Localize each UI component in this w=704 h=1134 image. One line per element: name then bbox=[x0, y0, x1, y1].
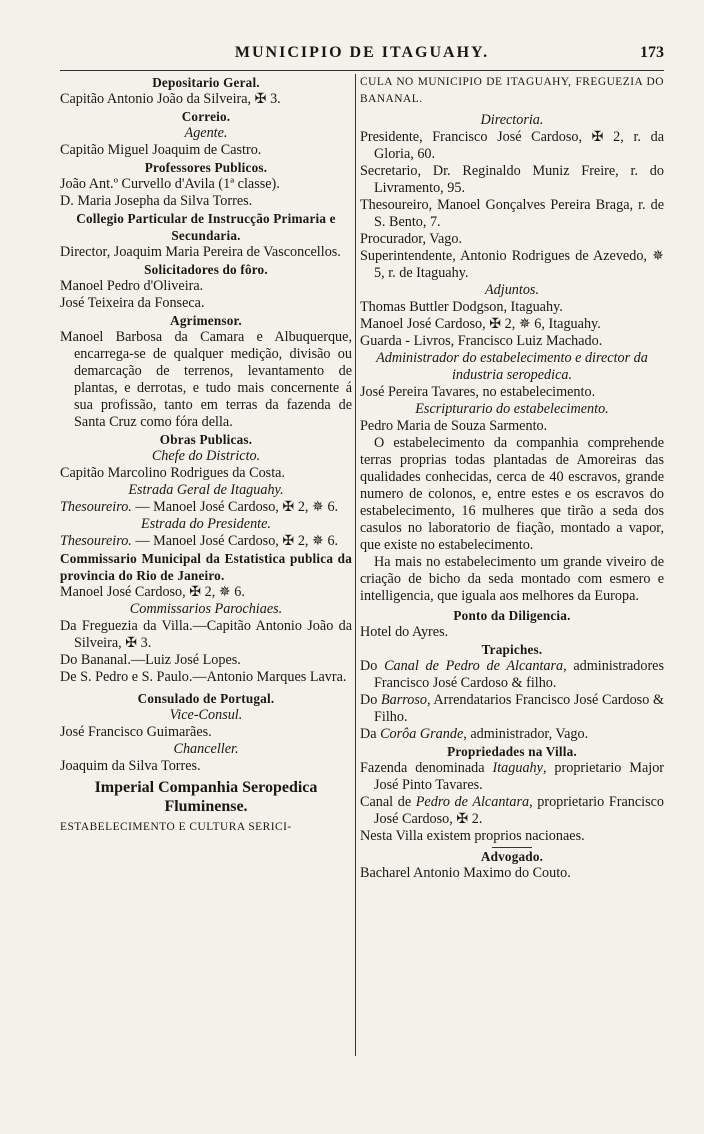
estrada-presidente-subheading: Estrada do Presidente. bbox=[141, 516, 271, 532]
estrada-geral-subheading: Estrada Geral de Itaguahy. bbox=[128, 482, 284, 498]
thesoureiro-entry bbox=[60, 499, 352, 516]
propriedade-prefix: Fazenda denominada bbox=[360, 760, 493, 776]
trapiche-details: , administradores Francisco José Cardoso & filho. bbox=[374, 658, 665, 691]
heading-consulado: Consulado de Portugal. bbox=[137, 691, 275, 706]
heading-obras: Obras Publicas. bbox=[159, 432, 253, 447]
thesoureiro-entry bbox=[60, 533, 352, 550]
administrador-entry: José Pereira Tavares, no estabelecimento. bbox=[360, 384, 596, 400]
column-divider bbox=[355, 74, 356, 1056]
page-header bbox=[60, 44, 664, 70]
adjunto-entry: Thomas Buttler Dodgson, Itaguahy. bbox=[360, 299, 563, 315]
agente-entry: Capitão Miguel Joaquim de Castro. bbox=[60, 142, 262, 158]
heading-collegio: Collegio Particular de Instrucção Primaria e Secundaria. bbox=[76, 211, 336, 243]
trapiche-details: , Arrendatarios Francisco José Cardoso & Filho. bbox=[374, 692, 664, 725]
propriedade-name: Itaguahy bbox=[492, 760, 543, 776]
propriedade-entry bbox=[360, 794, 664, 828]
chanceller-entry: Joaquim da Silva Torres. bbox=[60, 758, 201, 774]
trapiche-name: Corôa Grande bbox=[380, 726, 464, 742]
propriedade-details: , proprietario Major José Pinto Tavares. bbox=[374, 760, 665, 793]
director-entry: Director, Joaquim Maria Pereira de Vasconcellos. bbox=[60, 244, 341, 260]
escripturario-subheading: Escripturario do estabelecimento. bbox=[415, 401, 609, 417]
hotel-entry: Hotel do Ayres. bbox=[360, 624, 449, 640]
escripturario-entry: Pedro Maria de Souza Sarmento. bbox=[360, 418, 548, 434]
propriedade-prefix: Canal de bbox=[360, 794, 416, 810]
estabelecimento-line: ESTABELECIMENTO E CULTURA SERICI- bbox=[60, 821, 292, 833]
viveiro-description: Ha mais no estabelecimento um grande viveiro de criação de bicho da seda montado com esmero e intelligencia, que iguala aos melhores da Europa. bbox=[360, 554, 664, 604]
heading-solicitadores: Solicitadores do fôro. bbox=[144, 262, 268, 277]
trapiche-prefix: Da bbox=[360, 726, 381, 742]
commissario-parochial-entry: De S. Pedro e S. Paulo.—Antonio Marques Lavra. bbox=[60, 669, 347, 685]
trapiche-details: , administrador, Vago. bbox=[463, 726, 589, 742]
thesoureiro-text: — Manoel José Cardoso, ✠ 2, ✵ 6. bbox=[131, 499, 339, 515]
agrimensor-entry: Manoel Barbosa da Camara e Albuquerque, encarrega-se de qualquer medição, divisão ou demarcação de terrenos, levantamento de plantas, e derrotas, e tudo mais concernente á sua profissão, tanto em terras da fazenda de Santa Cruz como fóra della. bbox=[60, 329, 352, 430]
propriedade-entry: Nesta Villa existem proprios nacionaes. bbox=[360, 828, 585, 844]
propriedade-entry bbox=[360, 760, 664, 794]
depositario-entry: Capitão Antonio João da Silveira, ✠ 3. bbox=[60, 91, 281, 107]
heading-correio: Correio. bbox=[181, 109, 231, 124]
trapiche-prefix: Do bbox=[360, 692, 382, 708]
adjuntos-subheading: Adjuntos. bbox=[485, 282, 539, 298]
professor-entry: João Ant.º Curvello d'Avila (1ª classe). bbox=[60, 176, 280, 192]
heading-commissario: Commissario Municipal da Estatistica publica da provincia do Rio de Janeiro. bbox=[60, 551, 352, 583]
advogado-entry: Bacharel Antonio Maximo do Couto. bbox=[360, 865, 571, 881]
commissario-entry: Manoel José Cardoso, ✠ 2, ✵ 6. bbox=[60, 584, 245, 600]
heading-trapiches: Trapiches. bbox=[481, 642, 543, 657]
commissario-parochial-entry: Da Freguezia da Villa.—Capitão Antonio João da Silveira, ✠ 3. bbox=[60, 618, 352, 651]
estabelecimento-continued: CULA NO MUNICIPIO DE ITAGUAHY, FREGUEZIA DO BANANAL. bbox=[360, 76, 664, 105]
secretario-entry: Secretario, Dr. Reginaldo Muniz Freire, r. do Livramento, 95. bbox=[360, 163, 664, 196]
estabelecimento-description: O estabelecimento da companhia comprehende terras proprias todas plantadas de Amoreiras das qualidades conhecidas, cerca de 40 escravos, grande numero de colonos, e, entre estes e os escravos do estabelecimento, 16 mulheres que tirão a seda dos casulos no laboratorio de fiação, montado a vapor, que existe no estabelecimento. bbox=[360, 435, 664, 553]
page-title: MUNICIPIO DE ITAGUAHY. bbox=[234, 44, 490, 61]
right-column bbox=[360, 74, 664, 882]
chefe-entry: Capitão Marcolino Rodrigues da Costa. bbox=[60, 465, 285, 481]
professor-entry: D. Maria Josepha da Silva Torres. bbox=[60, 193, 253, 209]
heading-imperial-companhia: Imperial Companhia Seropedica Fluminense. bbox=[94, 779, 318, 815]
heading-propriedades: Propriedades na Villa. bbox=[447, 744, 577, 759]
heading-depositario: Depositario Geral. bbox=[152, 75, 260, 90]
page-number: 173 bbox=[640, 44, 664, 61]
thesoureiro-text: — Manoel José Cardoso, ✠ 2, ✵ 6. bbox=[131, 533, 339, 549]
directoria-subheading: Directoria. bbox=[480, 112, 544, 128]
administrador-subheading: Administrador do estabelecimento e director da industria seropedica. bbox=[376, 350, 648, 383]
commissario-parochial-entry: Do Bananal.—Luiz José Lopes. bbox=[60, 652, 241, 668]
trapiche-entry bbox=[360, 658, 664, 692]
procurador-entry: Procurador, Vago. bbox=[360, 231, 463, 247]
presidente-entry: Presidente, Francisco José Cardoso, ✠ 2, r. da Gloria, 60. bbox=[360, 129, 664, 162]
heading-ponto-diligencia: Ponto da Diligencia. bbox=[453, 608, 571, 623]
trapiche-prefix: Do bbox=[360, 658, 385, 674]
trapiche-name: Canal de Pedro de Alcantara bbox=[384, 658, 564, 674]
heading-advogado: Advogado. bbox=[480, 849, 544, 864]
agente-subheading: Agente. bbox=[184, 125, 228, 141]
solicitador-entry: José Teixeira da Fonseca. bbox=[60, 295, 205, 311]
thesoureiro-label: Thesoureiro. bbox=[60, 499, 132, 515]
superintendente-entry: Superintendente, Antonio Rodrigues de Azevedo, ✵ 5, r. de Itaguahy. bbox=[360, 248, 664, 281]
trapiche-name: Barroso bbox=[381, 692, 427, 708]
commissarios-subheading: Commissarios Parochiaes. bbox=[129, 601, 283, 617]
trapiche-entry bbox=[360, 726, 664, 743]
trapiche-entry bbox=[360, 692, 664, 726]
vice-consul-subheading: Vice-Consul. bbox=[169, 707, 243, 723]
chefe-subheading: Chefe do Districto. bbox=[151, 448, 261, 464]
left-column bbox=[60, 74, 352, 836]
thesoureiro-label: Thesoureiro. bbox=[60, 533, 132, 549]
vice-consul-entry: José Francisco Guimarães. bbox=[60, 724, 212, 740]
chanceller-subheading: Chanceller. bbox=[173, 741, 239, 757]
propriedade-name: Pedro de Alcantara bbox=[415, 794, 530, 810]
thesoureiro-entry: Thesoureiro, Manoel Gonçalves Pereira Braga, r. de S. Bento, 7. bbox=[360, 197, 664, 230]
adjunto-entry: Manoel José Cardoso, ✠ 2, ✵ 6, Itaguahy. bbox=[360, 316, 601, 332]
solicitador-entry: Manoel Pedro d'Oliveira. bbox=[60, 278, 204, 294]
heading-agrimensor: Agrimensor. bbox=[170, 313, 242, 328]
heading-professores: Professores Publicos. bbox=[144, 160, 268, 175]
propriedade-details: , proprietario Francisco José Cardoso, ✠ 2. bbox=[374, 794, 665, 827]
header-rule bbox=[60, 70, 664, 71]
guarda-livros-entry: Guarda - Livros, Francisco Luiz Machado. bbox=[360, 333, 603, 349]
